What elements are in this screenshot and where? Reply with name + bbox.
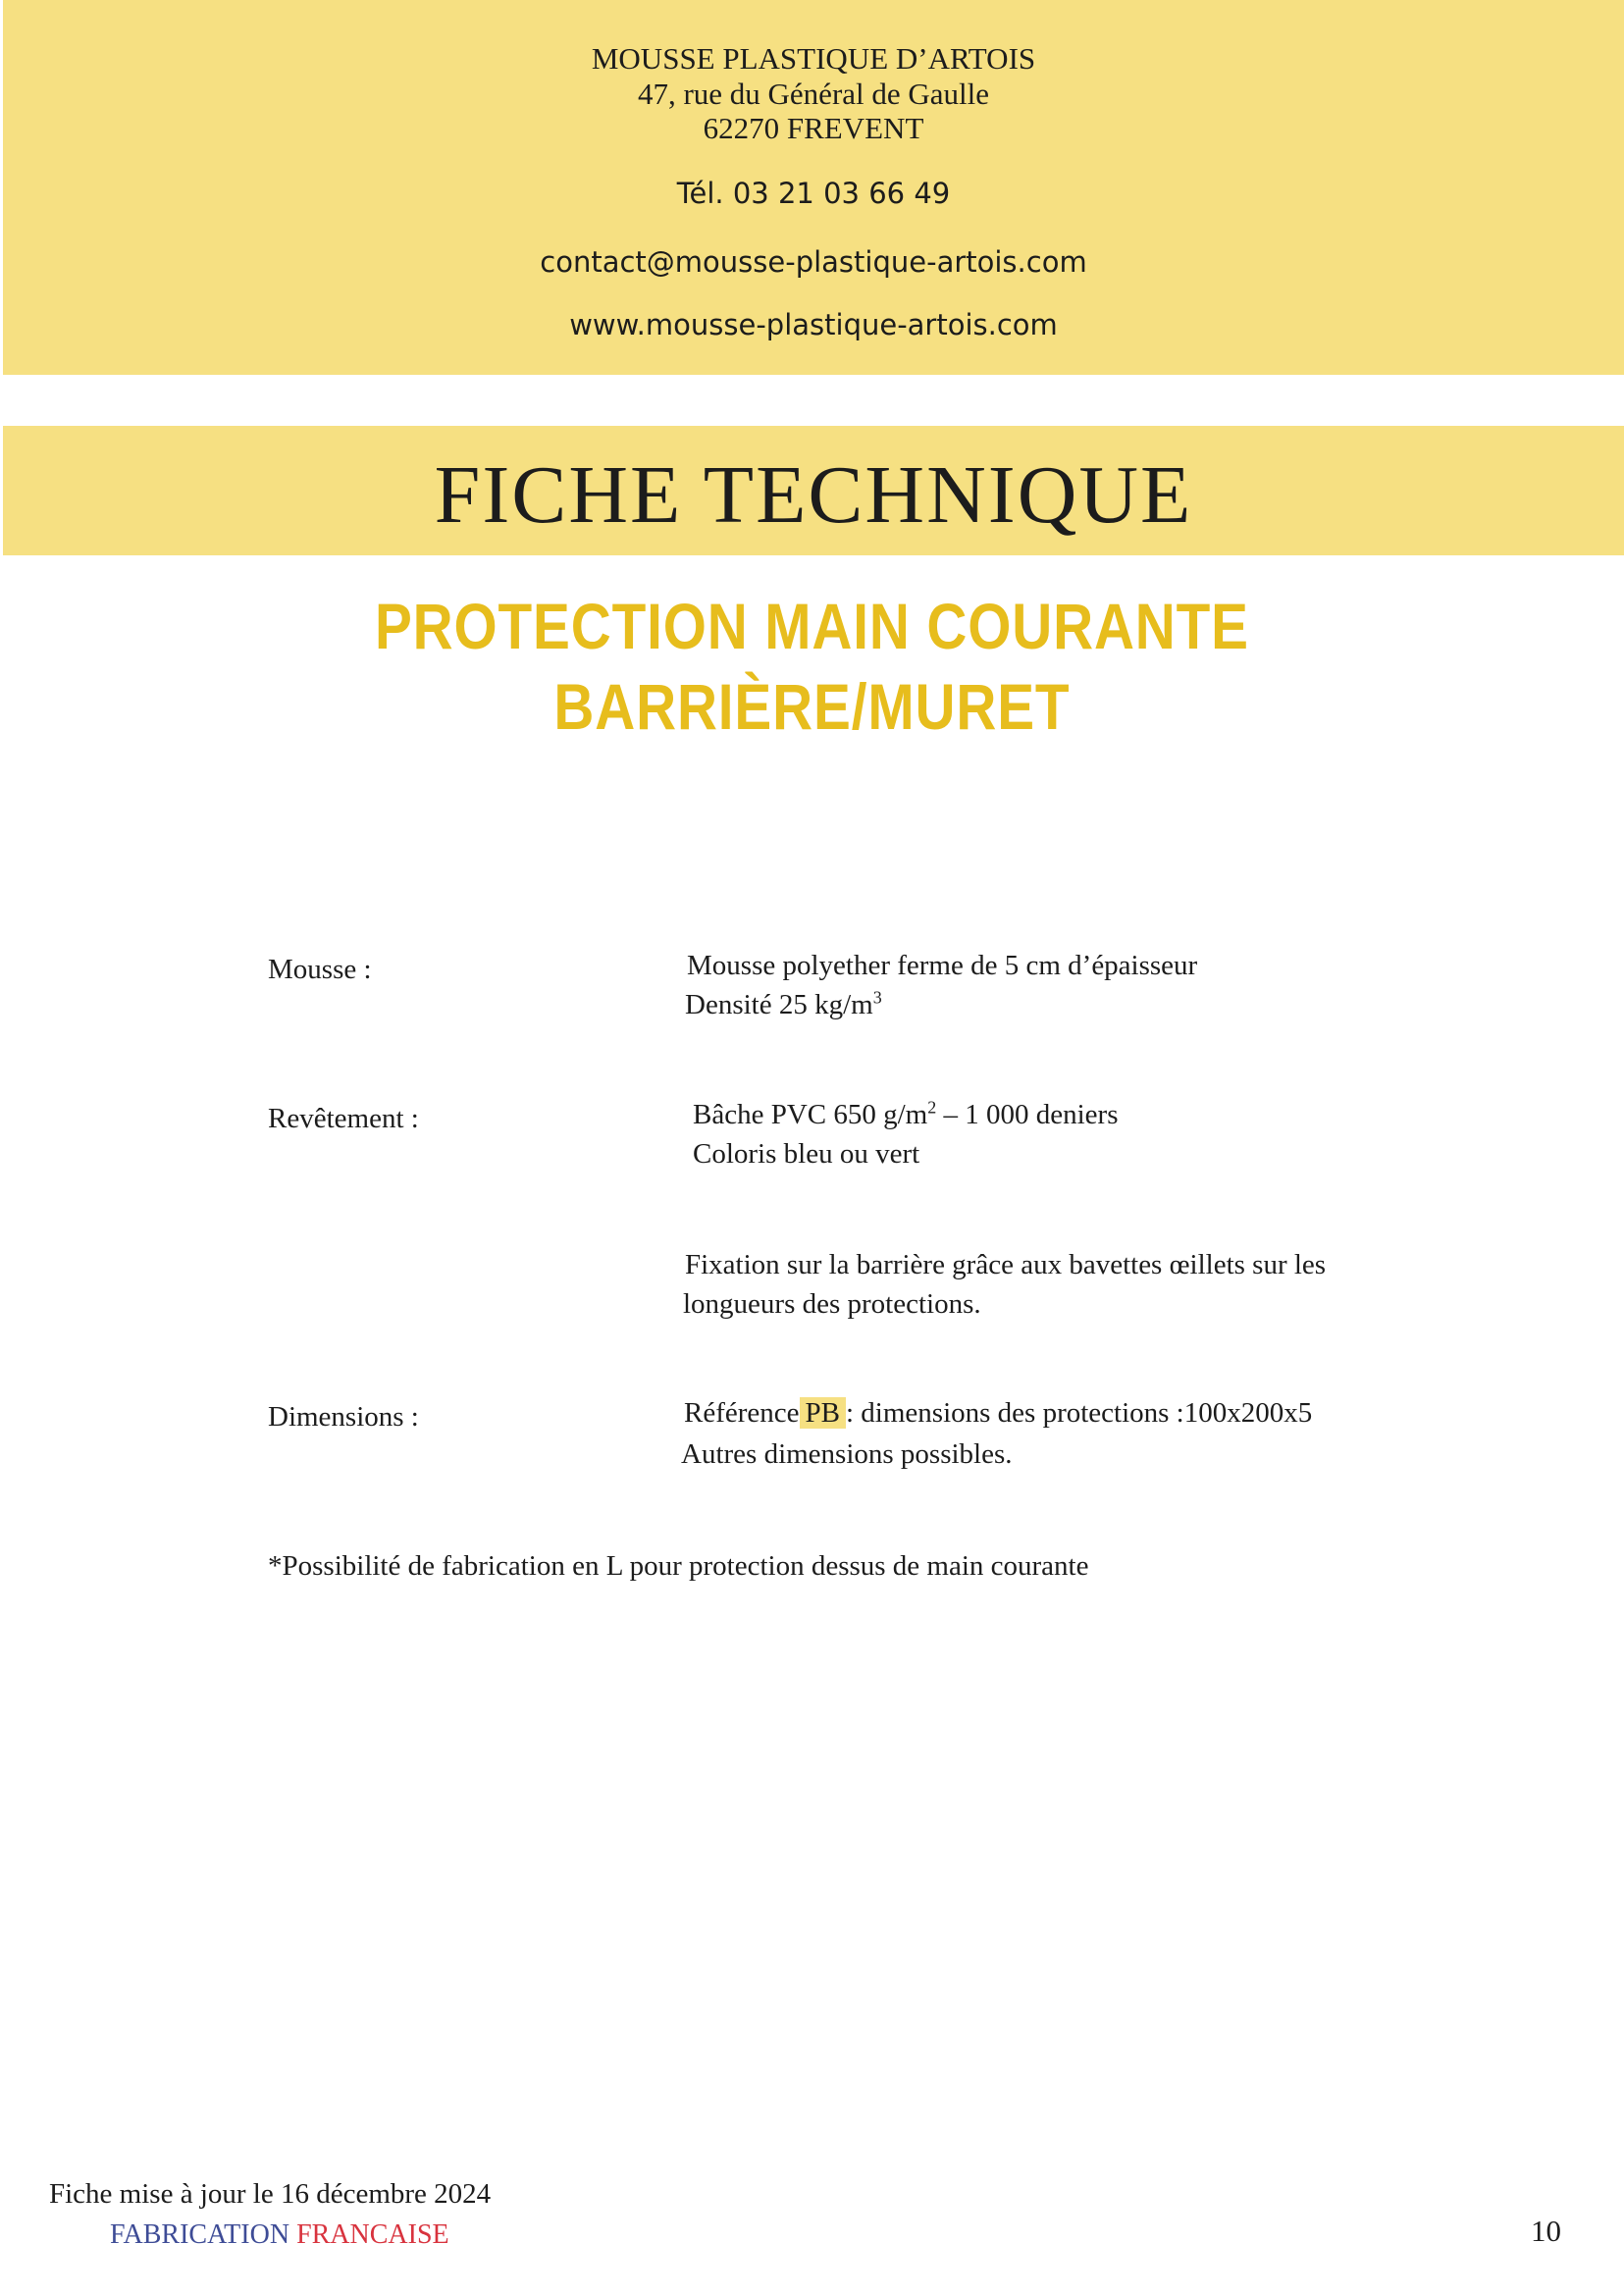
spec-revetement-line2: Coloris bleu ou vert <box>693 1138 920 1170</box>
company-email[interactable]: contact@mousse-plastique-artois.com <box>540 245 1087 279</box>
company-website[interactable]: www.mousse-plastique-artois.com <box>569 308 1058 341</box>
francaise-word: FRANCAISE <box>296 2219 449 2250</box>
spec-label-dimensions: Dimensions : <box>268 1401 419 1433</box>
company-street: 47, rue du Général de Gaulle <box>637 77 990 111</box>
company-phone: Tél. 03 21 03 66 49 <box>676 177 951 210</box>
spec-dimensions-line2: Autres dimensions possibles. <box>681 1438 1013 1470</box>
title-band <box>3 426 1624 555</box>
spec-mousse-line2: Densité 25 $kg/m^3$ <box>685 987 882 1020</box>
spec-fixation-line2: longueurs des protections. <box>683 1288 981 1320</box>
spec-dimensions-line1: Référence PB : dimensions des protections :100x200x5 <box>684 1397 1313 1429</box>
spec-fixation-line1: Fixation sur la barrière grâce aux bavettes œillets sur les <box>685 1249 1327 1280</box>
spec-revetement-line1: Bâche PVC 650 $g/m^2 - 1$ 000 deniers <box>693 1097 1119 1130</box>
company-name: MOUSSE PLASTIQUE D’ARTOIS <box>591 41 1036 76</box>
update-date: Fiche mise à jour le 16 décembre 2024 <box>49 2178 492 2210</box>
product-title-line1: PROTECTION MAIN COURANTE <box>374 590 1249 662</box>
page-number: 10 <box>1531 2214 1561 2248</box>
product-title-line2: BARRIÈRE/MURET <box>553 670 1071 743</box>
reference-code: PB <box>800 1397 846 1429</box>
company-city: 62270 FREVENT <box>703 111 924 145</box>
spec-label-mousse: Mousse : <box>268 954 372 985</box>
page-title: FICHE TECHNIQUE <box>434 449 1193 541</box>
fabrication-word: FABRICATION <box>110 2219 290 2250</box>
spec-label-revetement: Revêtement : <box>268 1103 419 1134</box>
header-band <box>3 0 1624 375</box>
fabrication-francaise <box>110 2219 449 2251</box>
fabrication-note: *Possibilité de fabrication en L pour protection dessus de main courante <box>268 1550 1089 1582</box>
spec-mousse-line1: Mousse polyether ferme de 5 cm d’épaisseur <box>687 950 1198 981</box>
